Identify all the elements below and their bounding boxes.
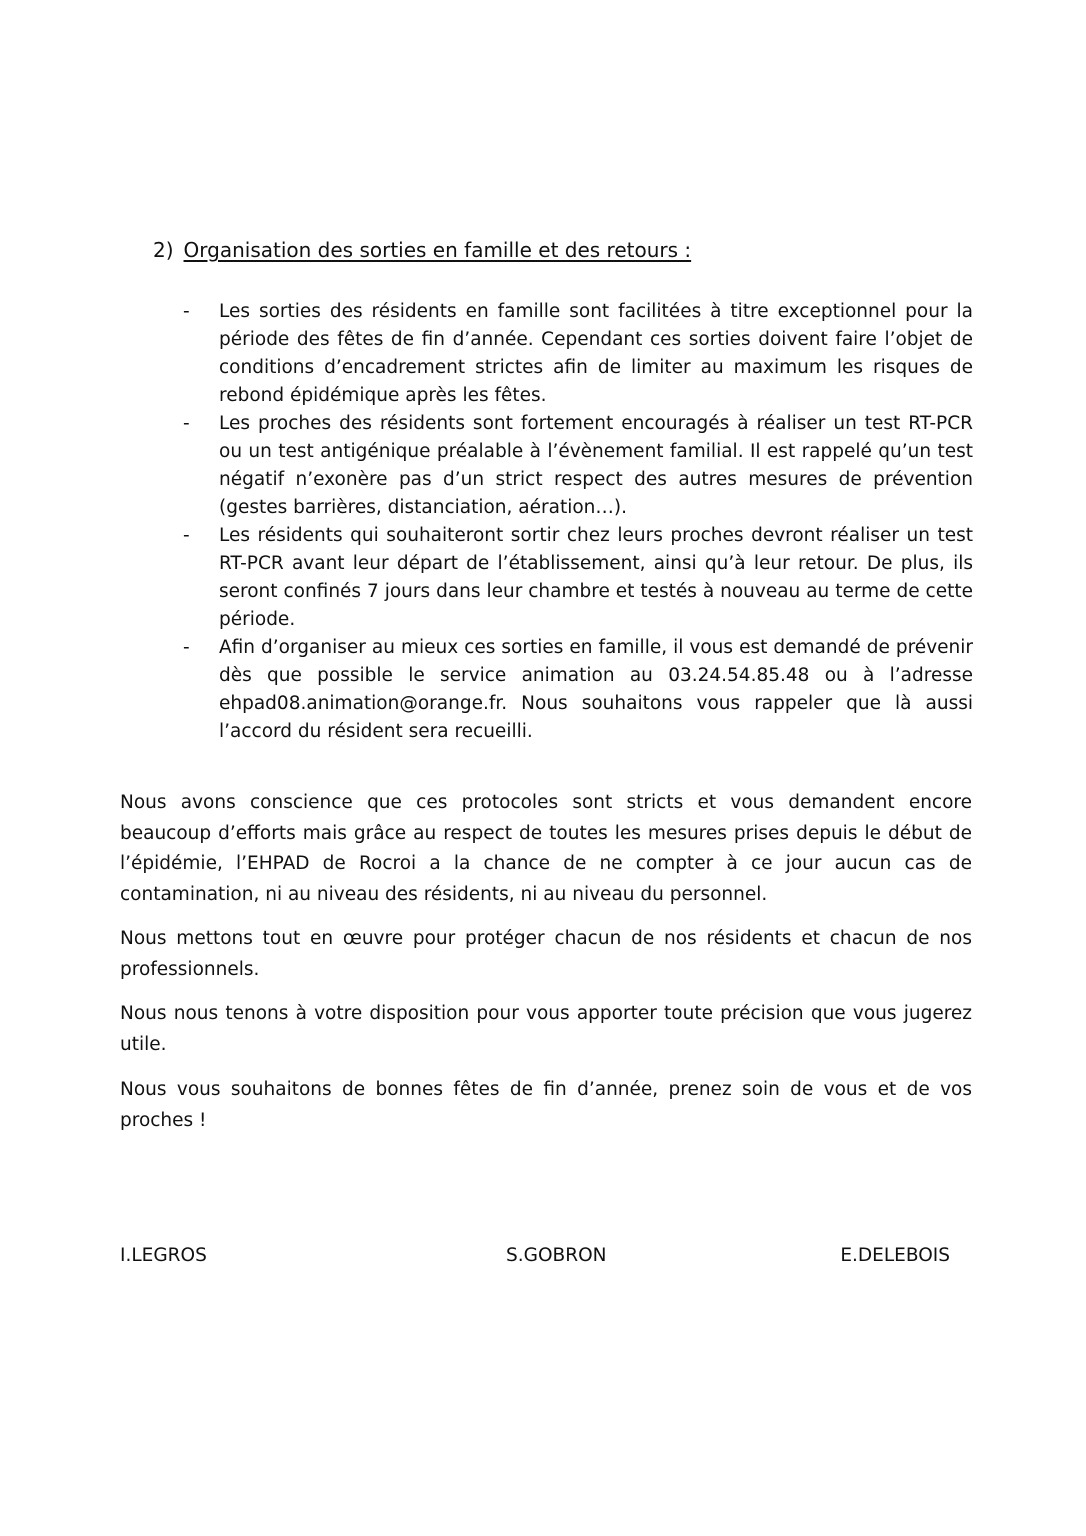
paragraph-block <box>120 1075 972 1136</box>
section-heading <box>153 236 691 264</box>
paragraph: Nous avons conscience que ces protocoles sont stricts et vous demandent encore beaucoup d’efforts mais grâce au respect de toutes les mesures prises depuis le début de l’épidémie, l’EHPAD de Rocroi a la chance de ne compter à ce jour aucun cas de contamination, ni au niveau des résidents, ni au niveau du personnel. <box>120 792 972 905</box>
paragraph: Nous mettons tout en œuvre pour protéger chacun de nos résidents et chacun de nos professionnels. <box>120 928 972 980</box>
paragraph-block <box>120 924 972 985</box>
bullet-item <box>183 298 973 410</box>
bullet-text: Les résidents qui souhaiteront sortir chez leurs proches devront réaliser un test RT-PCR avant leur départ de l’établissement, ainsi qu’à leur retour. De plus, ils seront confinés 7 jours dans leur chambre et testés à nouveau au terme de cette période. <box>219 525 973 630</box>
bullet-text: Les proches des résidents sont fortement encouragés à réaliser un test RT-PCR ou un test antigénique préalable à l’évènement familial. Il est rappelé qu’un test négatif n’exonère pas d’un strict respect des autres mesures de prévention (gestes barrières, distanciation, aération…). <box>219 413 973 518</box>
bullet-item <box>183 634 973 746</box>
paragraph-block <box>120 999 972 1060</box>
paragraph: Nous nous tenons à votre disposition pour vous apporter toute précision que vous jugerez utile. <box>120 1003 972 1055</box>
signature-name: E.DELEBOIS <box>840 1245 950 1266</box>
bullet-dash: - <box>183 413 190 434</box>
bullet-dash: - <box>183 525 190 546</box>
bullet-dash: - <box>183 301 190 322</box>
bullet-item <box>183 522 973 634</box>
paragraph: Nous vous souhaitons de bonnes fêtes de fin d’année, prenez soin de vous et de vos proches ! <box>120 1079 972 1131</box>
section-title: Organisation des sorties en famille et des retours : <box>183 238 692 262</box>
section-number: 2) <box>153 238 174 262</box>
bullet-dash: - <box>183 637 190 658</box>
signature-name: S.GOBRON <box>506 1245 607 1266</box>
bullet-list <box>183 298 973 746</box>
signature-row <box>120 1242 950 1272</box>
paragraph-block <box>120 788 972 910</box>
bullet-text: Afin d’organiser au mieux ces sorties en famille, il vous est demandé de prévenir dès que possible le service animation au 03.24.54.85.48 ou à l’adresse ehpad08.animation@orange.fr. Nous souhaitons vous rappeler que là aussi l’accord du résident sera recueilli. <box>219 637 973 742</box>
signature-name: I.LEGROS <box>120 1245 207 1266</box>
bullet-item <box>183 410 973 522</box>
bullet-text: Les sorties des résidents en famille sont facilitées à titre exceptionnel pour la période des fêtes de fin d’année. Cependant ces sorties doivent faire l’objet de conditions d’encadrement strictes afin de limiter au maximum les risques de rebond épidémique après les fêtes. <box>219 301 973 406</box>
